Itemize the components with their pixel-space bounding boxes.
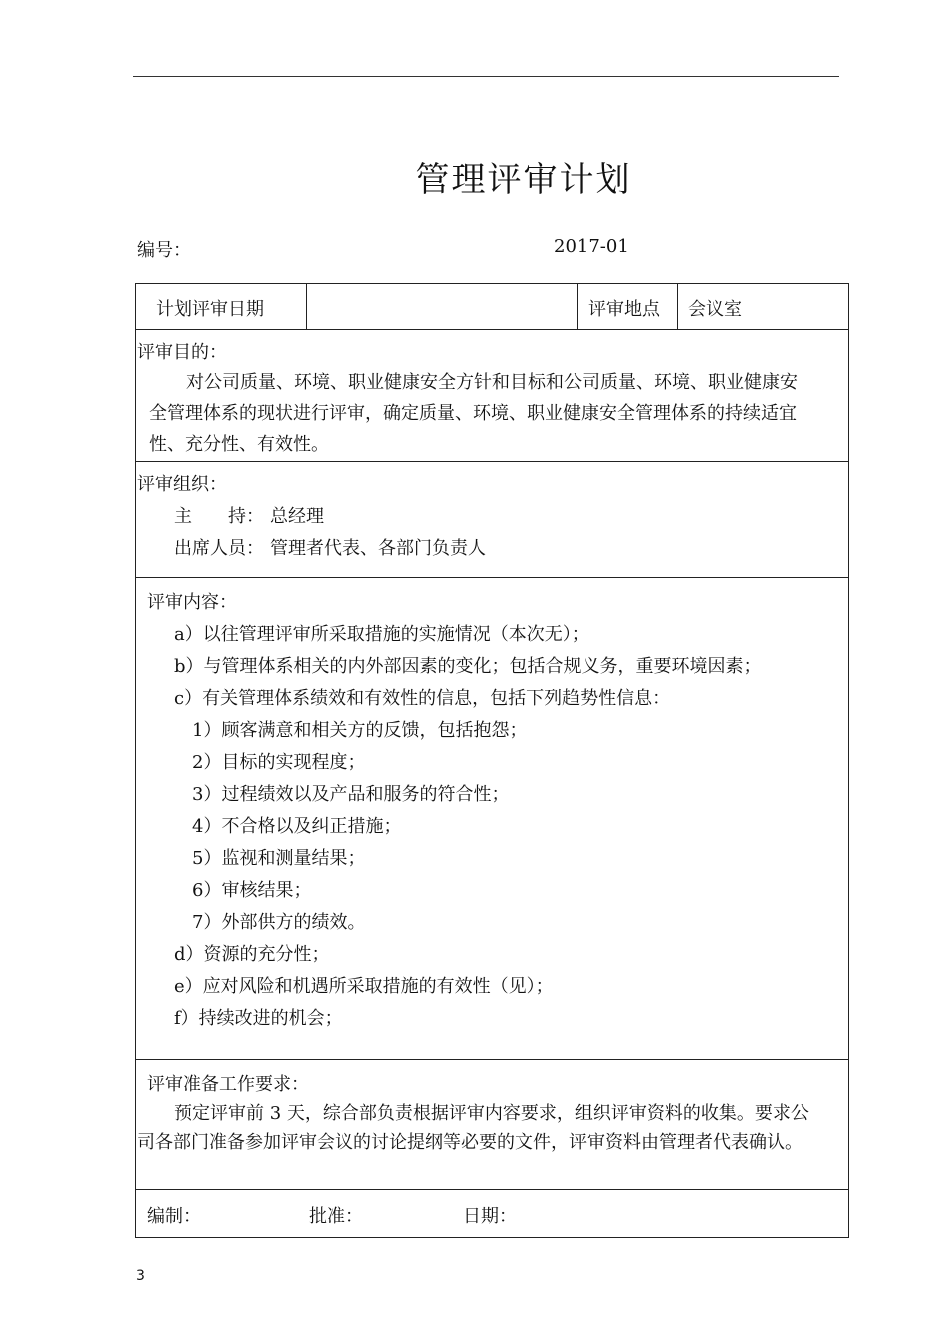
prepared-by-label: 编制： <box>147 1206 201 1227</box>
preparation-line-1: 预定评审前 3 天，综合部负责根据评审内容要求，组织评审资料的收集。要求公 <box>174 1103 809 1124</box>
purpose-section <box>135 330 849 462</box>
review-location-label: 评审地点 <box>588 299 660 320</box>
attendees-value: 管理者代表、各部门负责人 <box>270 538 486 559</box>
attendees-label: 出席人员： <box>174 538 264 559</box>
list-item: 4）不合格以及纠正措施； <box>192 816 402 837</box>
list-item: 7）外部供方的绩效。 <box>192 912 366 933</box>
page-title: 管理评审计划 <box>415 160 632 200</box>
list-item: c）有关管理体系绩效和有效性的信息，包括下列趋势性信息： <box>174 688 671 709</box>
page-number: 3 <box>136 1268 145 1284</box>
host-value: 总经理 <box>270 506 324 527</box>
review-date-label: 计划评审日期 <box>156 299 264 320</box>
review-location-value: 会议室 <box>688 299 742 320</box>
list-item: e）应对风险和机遇所采取措施的有效性（见）； <box>174 976 554 997</box>
signoff-section <box>135 1190 849 1238</box>
list-item: 3）过程绩效以及产品和服务的符合性； <box>192 784 510 805</box>
content-section <box>135 578 849 1060</box>
content-heading: 评审内容： <box>147 592 237 613</box>
purpose-line-1: 对公司质量、环境、职业健康安全方针和目标和公司质量、环境、职业健康安 <box>186 372 798 393</box>
purpose-line-2: 全管理体系的现状进行评审，确定质量、环境、职业健康安全管理体系的持续适宜 <box>149 403 797 424</box>
preparation-line-2: 司各部门准备参加评审会议的讨论提纲等必要的文件，评审资料由管理者代表确认。 <box>137 1132 803 1153</box>
preparation-section <box>135 1060 849 1190</box>
host-label: 主 持： <box>174 506 264 527</box>
list-item: f）持续改进的机会； <box>174 1008 343 1029</box>
purpose-line-3: 性、充分性、有效性。 <box>149 434 329 455</box>
list-item: a）以往管理评审所采取措施的实施情况（本次无）； <box>174 624 590 645</box>
approved-by-label: 批准： <box>309 1206 363 1227</box>
doc-number-label: 编号： <box>137 240 191 261</box>
doc-number-value: 2017-01 <box>554 236 629 257</box>
header-row <box>135 283 849 330</box>
preparation-heading: 评审准备工作要求： <box>147 1074 309 1095</box>
list-item: 1）顾客满意和相关方的反馈，包括抱怨； <box>192 720 528 741</box>
organization-section <box>135 462 849 578</box>
list-item: d）资源的充分性； <box>174 944 330 965</box>
purpose-heading: 评审目的： <box>137 342 227 363</box>
organization-heading: 评审组织： <box>137 474 227 495</box>
list-item: 2）目标的实现程度； <box>192 752 366 773</box>
list-item: b）与管理体系相关的内外部因素的变化；包括合规义务，重要环境因素； <box>174 656 762 677</box>
header-rule <box>133 76 839 77</box>
sign-date-label: 日期： <box>463 1206 517 1227</box>
list-item: 5）监视和测量结果； <box>192 848 366 869</box>
list-item: 6）审核结果； <box>192 880 312 901</box>
